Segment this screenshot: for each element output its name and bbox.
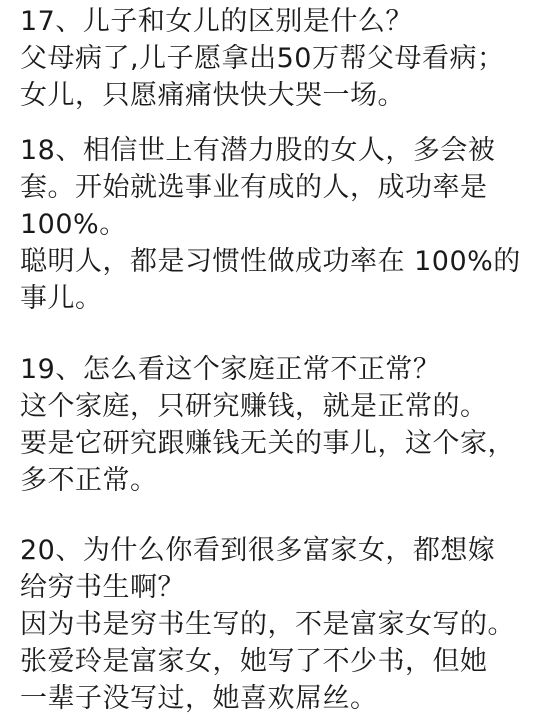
item-18-line-3: 100%。 <box>20 209 127 240</box>
item-19-line-3: 要是它研究跟赚钱无关的事儿，这个家， <box>20 428 515 459</box>
item-20-line-5: 一辈子没写过，她喜欢屌丝。 <box>20 683 378 714</box>
item-17-line-3: 女儿，只愿痛痛快快大哭一场。 <box>20 80 405 111</box>
item-17-line-2: 父母病了,儿子愿拿出50万帮父母看病； <box>20 43 505 74</box>
item-17-question: 17、儿子和女儿的区别是什么？ <box>20 6 413 37</box>
item-18-question: 18、相信世上有潜力股的女人，多会被 <box>20 135 496 166</box>
item-19-question: 19、怎么看这个家庭正常不正常？ <box>20 354 441 385</box>
item-20-line-4: 张爱玲是富家女，她写了不少书，但她 <box>20 646 488 677</box>
item-18-line-2: 套。开始就选事业有成的人，成功率是 <box>20 172 488 203</box>
item-19-line-4: 多不正常。 <box>20 465 158 496</box>
item-18-line-5: 事儿。 <box>20 283 103 314</box>
item-20-question: 20、为什么你看到很多富家女，都想嫁 <box>20 535 496 566</box>
item-20-line-3: 因为书是穷书生写的，不是富家女写的。 <box>20 609 515 640</box>
item-20-line-2: 给穷书生啊？ <box>20 572 185 603</box>
item-18-line-4: 聪明人，都是习惯性做成功率在 100%的 <box>20 246 521 277</box>
item-19-line-2: 这个家庭，只研究赚钱，就是正常的。 <box>20 391 488 422</box>
